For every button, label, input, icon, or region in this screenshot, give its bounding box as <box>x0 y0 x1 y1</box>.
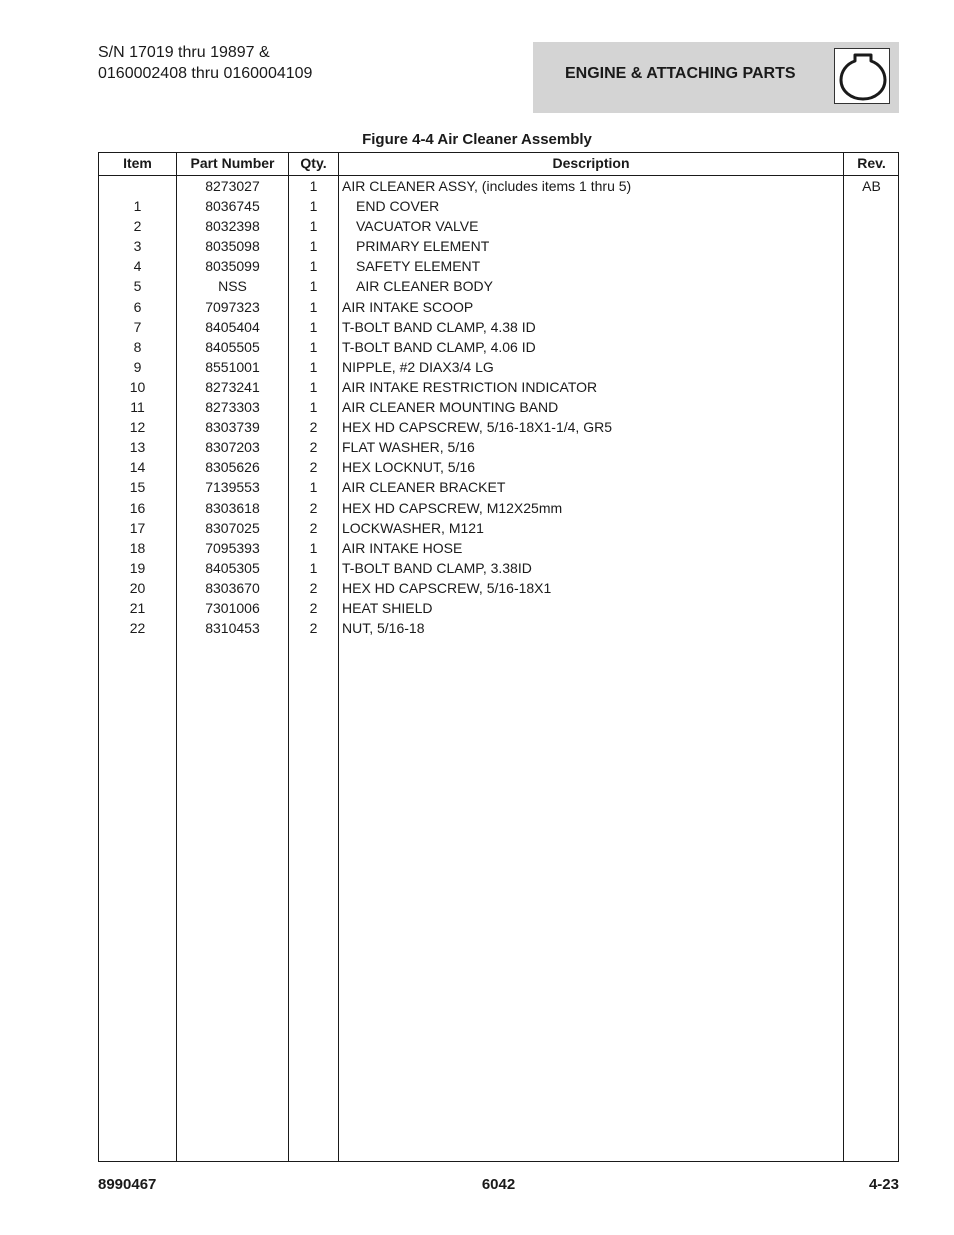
item-cell: 15 <box>129 479 146 496</box>
qty-cell: 1 <box>309 399 318 416</box>
item-cell: 22 <box>129 620 146 637</box>
qty-cell: 1 <box>309 559 318 576</box>
part-number-cell: 8303618 <box>205 499 260 516</box>
description-cell: HEAT SHIELD <box>342 599 433 616</box>
part-number-cell: 8551001 <box>205 358 260 375</box>
table-row <box>99 418 898 438</box>
engine-outline-icon <box>834 48 890 104</box>
table-row <box>99 177 898 197</box>
description-cell: SAFETY ELEMENT <box>356 258 481 275</box>
serial-number-range <box>98 42 312 84</box>
description-cell: HEX HD CAPSCREW, 5/16-18X1 <box>342 579 552 596</box>
part-number-cell: 8273027 <box>205 178 260 194</box>
page-footer <box>98 1176 899 1196</box>
description-cell: VACUATOR VALVE <box>356 218 479 235</box>
item-cell: 7 <box>133 318 142 335</box>
table-row <box>99 458 898 478</box>
qty-cell: 2 <box>309 519 318 536</box>
description-cell: AIR CLEANER MOUNTING BAND <box>342 399 559 416</box>
part-number-cell: 8307025 <box>205 519 260 536</box>
description-cell: NUT, 5/16-18 <box>342 620 425 637</box>
item-cell: 9 <box>133 358 142 375</box>
part-number-cell: 8035098 <box>205 238 260 255</box>
item-cell: 21 <box>129 599 146 616</box>
qty-cell: 1 <box>309 479 318 496</box>
qty-cell: 1 <box>309 378 318 395</box>
section-tab <box>533 42 899 113</box>
qty-cell: 1 <box>309 358 318 375</box>
table-row <box>99 579 898 599</box>
description-cell: PRIMARY ELEMENT <box>356 238 490 255</box>
item-cell: 13 <box>129 439 146 456</box>
item-cell: 5 <box>133 278 142 295</box>
item-cell: 20 <box>129 579 146 596</box>
table-row <box>99 257 898 277</box>
table-row <box>99 358 898 378</box>
column-header-rev: Rev. <box>857 155 886 171</box>
column-header-description: Description <box>552 155 630 171</box>
description-cell: AIR CLEANER BRACKET <box>342 479 506 496</box>
rev-cell: AB <box>862 178 881 194</box>
table-row <box>99 197 898 217</box>
table-row <box>99 539 898 559</box>
item-cell: 1 <box>133 198 142 215</box>
part-number-cell: 7301006 <box>205 599 260 616</box>
description-cell: AIR INTAKE SCOOP <box>342 298 474 315</box>
item-cell: 3 <box>133 238 142 255</box>
qty-cell: 2 <box>309 599 318 616</box>
footer-manual-number: 8990467 <box>98 1176 157 1193</box>
table-row <box>99 438 898 458</box>
qty-cell: 2 <box>309 459 318 476</box>
part-number-cell: 8405404 <box>205 318 260 335</box>
part-number-cell: 8307203 <box>205 439 260 456</box>
item-cell: 6 <box>133 298 142 315</box>
item-cell: 4 <box>133 258 142 275</box>
table-row <box>99 378 898 398</box>
table-row <box>99 519 898 539</box>
qty-cell: 2 <box>309 419 318 436</box>
serial-line-1: S/N 17019 thru 19897 & <box>98 44 270 61</box>
table-body <box>99 177 898 639</box>
part-number-cell: 8310453 <box>205 620 260 637</box>
table-row <box>99 559 898 579</box>
footer-page-number: 4-23 <box>868 1176 899 1193</box>
item-cell: 16 <box>129 499 146 516</box>
description-cell: T-BOLT BAND CLAMP, 4.06 ID <box>342 338 536 355</box>
part-number-cell: 8273241 <box>205 378 260 395</box>
table-row <box>99 478 898 498</box>
part-number-cell: 8303670 <box>205 579 260 596</box>
part-number-cell: 8035099 <box>205 258 260 275</box>
part-number-cell: 8273303 <box>205 399 260 416</box>
part-number-cell: 8032398 <box>205 218 260 235</box>
item-cell: 8 <box>133 338 142 355</box>
description-cell: AIR INTAKE HOSE <box>342 539 463 556</box>
description-cell: HEX HD CAPSCREW, 5/16-18X1-1/4, GR5 <box>342 419 612 436</box>
part-number-cell: 8036745 <box>205 198 260 215</box>
part-number-cell: 7139553 <box>205 479 260 496</box>
section-title: ENGINE & ATTACHING PARTS <box>565 65 796 82</box>
table-row <box>99 217 898 237</box>
table-row <box>99 619 898 639</box>
item-cell: 18 <box>129 539 146 556</box>
qty-cell: 2 <box>309 439 318 456</box>
item-cell: 10 <box>129 378 146 395</box>
item-cell: 12 <box>129 419 146 436</box>
table-row <box>99 338 898 358</box>
qty-cell: 1 <box>309 238 318 255</box>
part-number-cell: 8405305 <box>205 559 260 576</box>
item-cell: 17 <box>129 519 146 536</box>
description-cell: FLAT WASHER, 5/16 <box>342 439 475 456</box>
qty-cell: 1 <box>309 258 318 275</box>
description-cell: AIR INTAKE RESTRICTION INDICATOR <box>342 378 598 395</box>
qty-cell: 1 <box>309 298 318 315</box>
qty-cell: 1 <box>309 318 318 335</box>
table-row <box>99 277 898 297</box>
table-row <box>99 398 898 418</box>
part-number-cell: 7097323 <box>205 298 260 315</box>
part-number-cell: 7095393 <box>205 539 260 556</box>
part-number-cell: NSS <box>218 278 247 295</box>
column-header-part-number: Part Number <box>190 155 275 171</box>
item-cell: 2 <box>133 218 142 235</box>
figure-title: Figure 4-4 Air Cleaner Assembly <box>362 131 592 148</box>
item-cell: 14 <box>129 459 146 476</box>
qty-cell: 1 <box>309 539 318 556</box>
qty-cell: 1 <box>309 198 318 215</box>
serial-line-2: 0160002408 thru 0160004109 <box>98 65 313 82</box>
qty-cell: 2 <box>309 579 318 596</box>
qty-cell: 2 <box>309 499 318 516</box>
qty-cell: 1 <box>309 178 318 194</box>
table-row <box>99 599 898 619</box>
table-row <box>99 298 898 318</box>
footer-model: 6042 <box>481 1176 516 1193</box>
part-number-cell: 8305626 <box>205 459 260 476</box>
qty-cell: 1 <box>309 218 318 235</box>
table-row <box>99 237 898 257</box>
part-number-cell: 8405505 <box>205 338 260 355</box>
qty-cell: 2 <box>309 620 318 637</box>
description-cell: LOCKWASHER, M121 <box>342 519 484 536</box>
description-cell: NIPPLE, #2 DIAX3/4 LG <box>342 358 494 375</box>
description-cell: AIR CLEANER BODY <box>356 278 493 295</box>
description-cell: AIR CLEANER ASSY, (includes items 1 thru 5) <box>342 178 632 194</box>
table-row <box>99 318 898 338</box>
qty-cell: 1 <box>309 338 318 355</box>
description-cell: T-BOLT BAND CLAMP, 4.38 ID <box>342 318 536 335</box>
parts-table <box>98 152 899 1162</box>
item-cell: 11 <box>130 399 145 416</box>
column-header-item: Item <box>123 155 152 171</box>
description-cell: T-BOLT BAND CLAMP, 3.38ID <box>342 559 532 576</box>
description-cell: HEX LOCKNUT, 5/16 <box>342 459 476 476</box>
description-cell: HEX HD CAPSCREW, M12X25mm <box>342 499 563 516</box>
table-row <box>99 499 898 519</box>
qty-cell: 1 <box>309 278 318 295</box>
item-cell: 19 <box>129 559 146 576</box>
header-divider <box>99 175 898 176</box>
part-number-cell: 8303739 <box>205 419 260 436</box>
description-cell: END COVER <box>356 198 440 215</box>
column-header-qty: Qty. <box>300 155 327 171</box>
